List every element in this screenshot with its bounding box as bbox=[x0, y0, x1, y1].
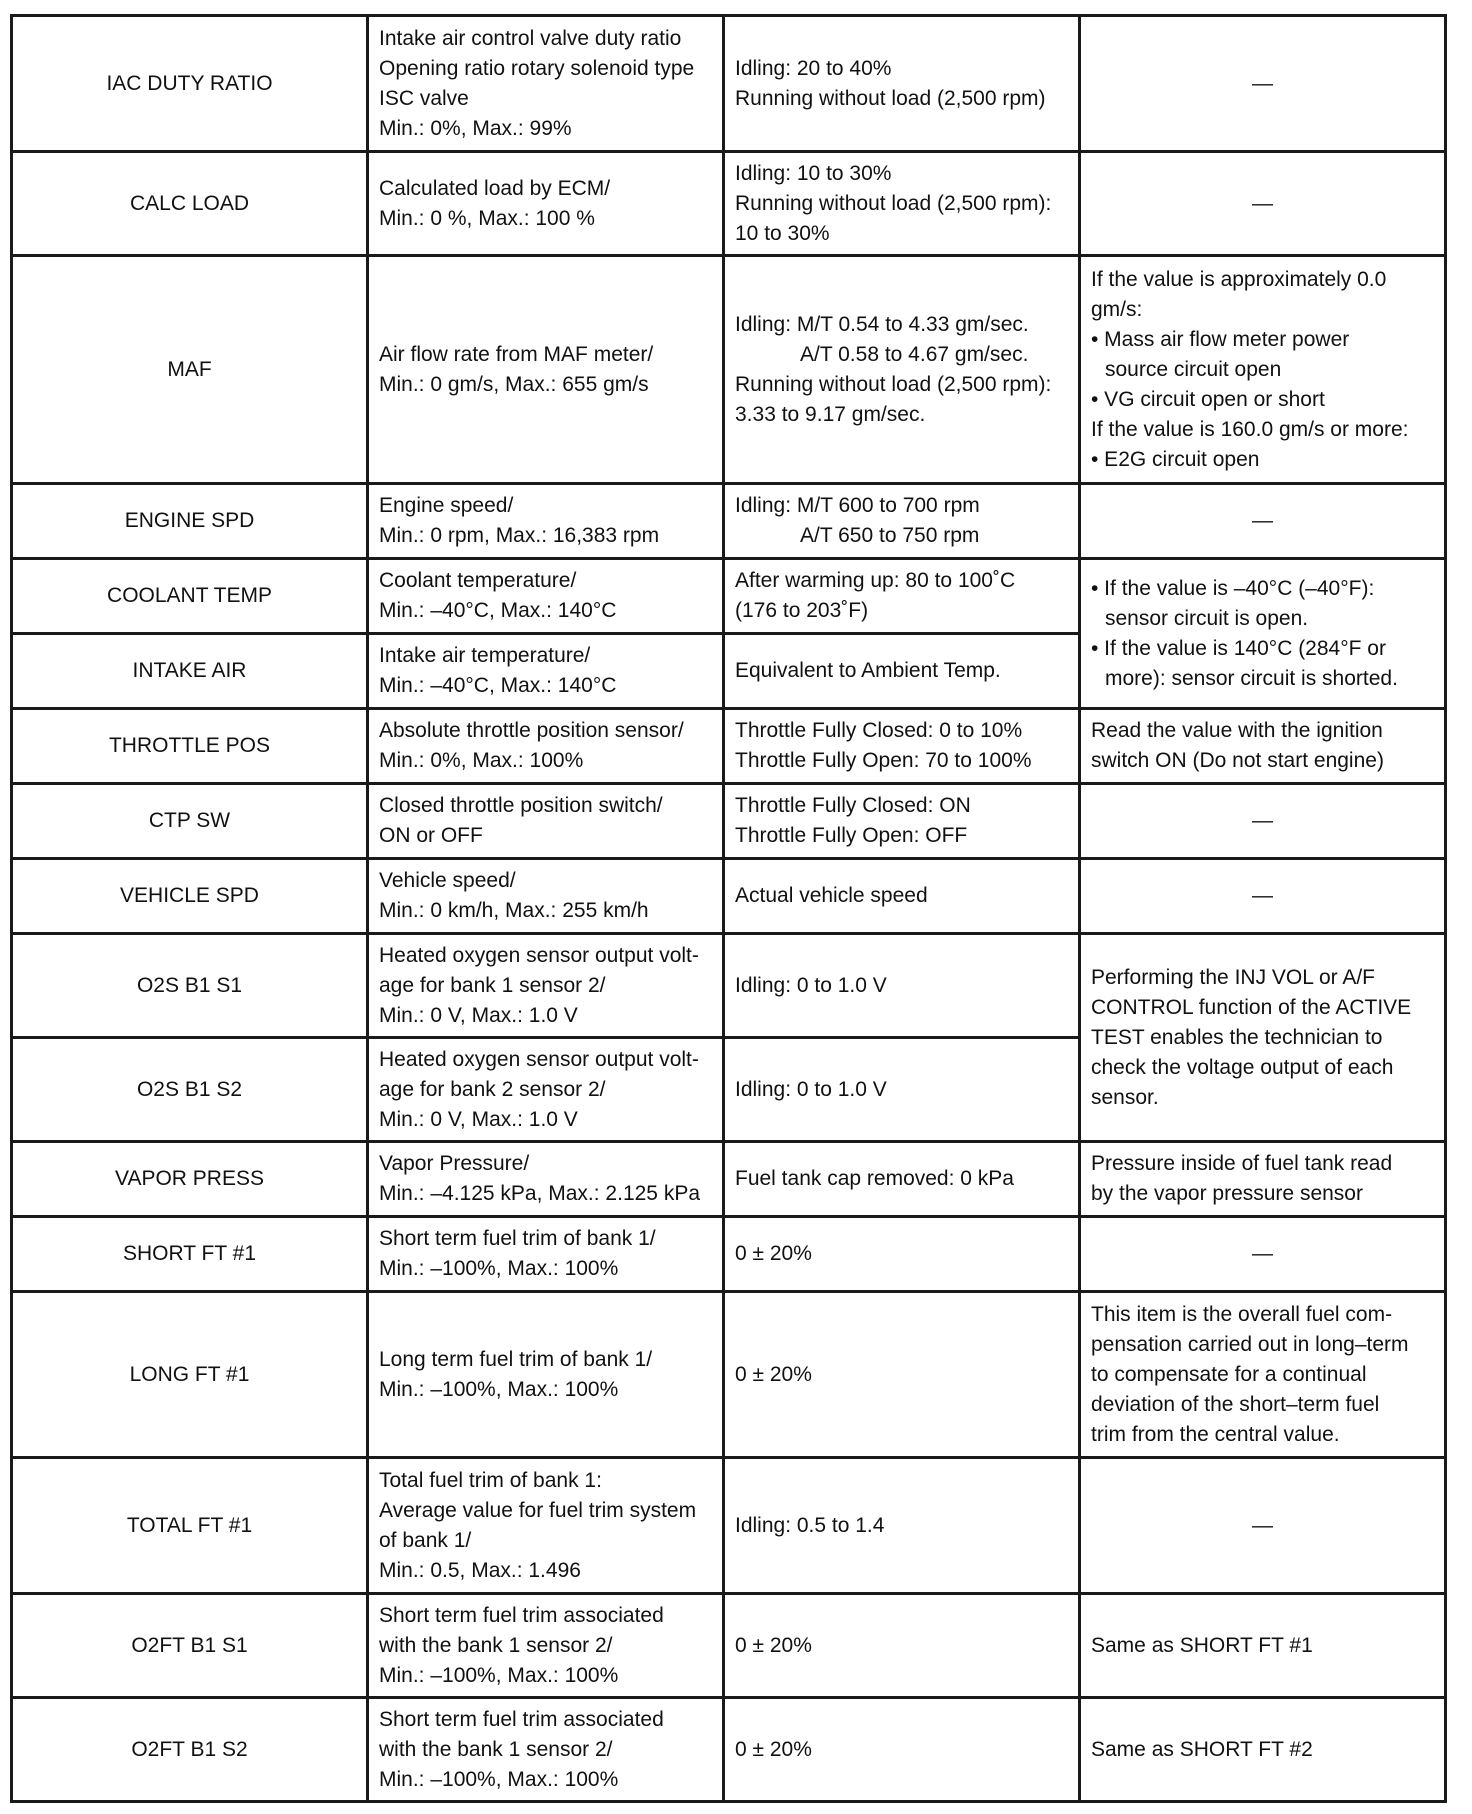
table-row bbox=[12, 1217, 1446, 1292]
normal-condition: Fuel tank cap removed: 0 kPa bbox=[724, 1142, 1080, 1217]
item-name: MAF bbox=[12, 256, 368, 484]
item-description: Engine speed/ Min.: 0 rpm, Max.: 16,383 rpm bbox=[368, 484, 724, 559]
diagnostic-note: — bbox=[1080, 1458, 1446, 1594]
shared-o2s-note: Performing the INJ VOL or A/F CONTROL function of the ACTIVE TEST enables the technician to check the voltage output of each sensor. bbox=[1080, 934, 1446, 1142]
diagnostic-note: This item is the overall fuel com- pensation carried out in long–term to compensate for a continual deviation of the short–term fuel trim from the central value. bbox=[1080, 1292, 1446, 1458]
table-row bbox=[12, 784, 1446, 859]
normal-condition: Idling: 10 to 30% Running without load (2,500 rpm): 10 to 30% bbox=[724, 152, 1080, 256]
normal-condition: Idling: 0.5 to 1.4 bbox=[724, 1458, 1080, 1594]
normal-condition: Idling: M/T 600 to 700 rpm A/T 650 to 750 rpm bbox=[724, 484, 1080, 559]
item-name: TOTAL FT #1 bbox=[12, 1458, 368, 1594]
item-description: Heated oxygen sensor output volt- age for bank 2 sensor 2/ Min.: 0 V, Max.: 1.0 V bbox=[368, 1038, 724, 1142]
diagnostic-note: — bbox=[1080, 859, 1446, 934]
item-name: INTAKE AIR bbox=[12, 634, 368, 709]
item-name: SHORT FT #1 bbox=[12, 1217, 368, 1292]
normal-condition: Idling: 0 to 1.0 V bbox=[724, 1038, 1080, 1142]
diagnostic-note: If the value is approximately 0.0 gm/s: • Mass air flow meter power source circuit open • VG circuit open or short If the value is 160.0 gm/s or more: • E2G circuit open bbox=[1080, 256, 1446, 484]
table-row bbox=[12, 859, 1446, 934]
normal-condition: Idling: M/T 0.54 to 4.33 gm/sec. A/T 0.58 to 4.67 gm/sec. Running without load (2,500 rpm): 3.33 to 9.17 gm/sec. bbox=[724, 256, 1080, 484]
normal-condition: Idling: 20 to 40% Running without load (2,500 rpm) bbox=[724, 16, 1080, 152]
normal-condition: Throttle Fully Closed: ON Throttle Fully Open: OFF bbox=[724, 784, 1080, 859]
diagnostic-note: — bbox=[1080, 1217, 1446, 1292]
table-row bbox=[12, 559, 1446, 634]
item-name: COOLANT TEMP bbox=[12, 559, 368, 634]
item-description: Closed throttle position switch/ ON or OFF bbox=[368, 784, 724, 859]
diagnostic-note: Same as SHORT FT #1 bbox=[1080, 1594, 1446, 1698]
item-description: Short term fuel trim of bank 1/ Min.: –100%, Max.: 100% bbox=[368, 1217, 724, 1292]
diagnostic-note: Pressure inside of fuel tank read by the vapor pressure sensor bbox=[1080, 1142, 1446, 1217]
table-row bbox=[12, 256, 1446, 484]
item-description: Short term fuel trim associated with the bank 1 sensor 2/ Min.: –100%, Max.: 100% bbox=[368, 1698, 724, 1802]
table-row bbox=[12, 1142, 1446, 1217]
item-description: Long term fuel trim of bank 1/ Min.: –100%, Max.: 100% bbox=[368, 1292, 724, 1458]
table-row bbox=[12, 484, 1446, 559]
table-row bbox=[12, 1458, 1446, 1594]
table-row bbox=[12, 934, 1446, 1038]
item-name: O2S B1 S1 bbox=[12, 934, 368, 1038]
diagnostic-note: Read the value with the ignition switch ON (Do not start engine) bbox=[1080, 709, 1446, 784]
table-row bbox=[12, 152, 1446, 256]
diagnostic-note: — bbox=[1080, 152, 1446, 256]
table-row bbox=[12, 1698, 1446, 1802]
item-description: Heated oxygen sensor output volt- age for bank 1 sensor 2/ Min.: 0 V, Max.: 1.0 V bbox=[368, 934, 724, 1038]
item-name: ENGINE SPD bbox=[12, 484, 368, 559]
normal-condition: Throttle Fully Closed: 0 to 10% Throttle Fully Open: 70 to 100% bbox=[724, 709, 1080, 784]
item-name: O2FT B1 S1 bbox=[12, 1594, 368, 1698]
item-description: Absolute throttle position sensor/ Min.: 0%, Max.: 100% bbox=[368, 709, 724, 784]
item-name: LONG FT #1 bbox=[12, 1292, 368, 1458]
table-row bbox=[12, 1292, 1446, 1458]
item-name: IAC DUTY RATIO bbox=[12, 16, 368, 152]
item-name: VAPOR PRESS bbox=[12, 1142, 368, 1217]
item-description: Air flow rate from MAF meter/ Min.: 0 gm/s, Max.: 655 gm/s bbox=[368, 256, 724, 484]
item-description: Short term fuel trim associated with the bank 1 sensor 2/ Min.: –100%, Max.: 100% bbox=[368, 1594, 724, 1698]
item-name: O2S B1 S2 bbox=[12, 1038, 368, 1142]
normal-condition: 0 ± 20% bbox=[724, 1217, 1080, 1292]
diagnostic-note: — bbox=[1080, 16, 1446, 152]
shared-temp-note: • If the value is –40°C (–40°F): sensor circuit is open. • If the value is 140°C (284°F or more): sensor circuit is shorted. bbox=[1080, 559, 1446, 709]
normal-condition: 0 ± 20% bbox=[724, 1292, 1080, 1458]
item-name: CTP SW bbox=[12, 784, 368, 859]
item-description: Intake air control valve duty ratio Opening ratio rotary solenoid type ISC valve Min.: 0%, Max.: 99% bbox=[368, 16, 724, 152]
item-description: Total fuel trim of bank 1: Average value for fuel trim system of bank 1/ Min.: 0.5, Max.: 1.496 bbox=[368, 1458, 724, 1594]
item-description: Coolant temperature/ Min.: –40°C, Max.: 140°C bbox=[368, 559, 724, 634]
item-description: Vehicle speed/ Min.: 0 km/h, Max.: 255 km/h bbox=[368, 859, 724, 934]
normal-condition: 0 ± 20% bbox=[724, 1594, 1080, 1698]
item-description: Intake air temperature/ Min.: –40°C, Max.: 140°C bbox=[368, 634, 724, 709]
item-name: VEHICLE SPD bbox=[12, 859, 368, 934]
diagnostic-note: Same as SHORT FT #2 bbox=[1080, 1698, 1446, 1802]
table-row bbox=[12, 16, 1446, 152]
normal-condition: 0 ± 20% bbox=[724, 1698, 1080, 1802]
item-description: Calculated load by ECM/ Min.: 0 %, Max.: 100 % bbox=[368, 152, 724, 256]
normal-condition: After warming up: 80 to 100˚C (176 to 203˚F) bbox=[724, 559, 1080, 634]
item-name: THROTTLE POS bbox=[12, 709, 368, 784]
normal-condition: Equivalent to Ambient Temp. bbox=[724, 634, 1080, 709]
data-list-table bbox=[10, 14, 1447, 1803]
normal-condition: Idling: 0 to 1.0 V bbox=[724, 934, 1080, 1038]
normal-condition: Actual vehicle speed bbox=[724, 859, 1080, 934]
table-row bbox=[12, 709, 1446, 784]
table-row bbox=[12, 1594, 1446, 1698]
diagnostic-note: — bbox=[1080, 484, 1446, 559]
diagnostic-note: — bbox=[1080, 784, 1446, 859]
item-name: CALC LOAD bbox=[12, 152, 368, 256]
item-name: O2FT B1 S2 bbox=[12, 1698, 368, 1802]
item-description: Vapor Pressure/ Min.: –4.125 kPa, Max.: 2.125 kPa bbox=[368, 1142, 724, 1217]
